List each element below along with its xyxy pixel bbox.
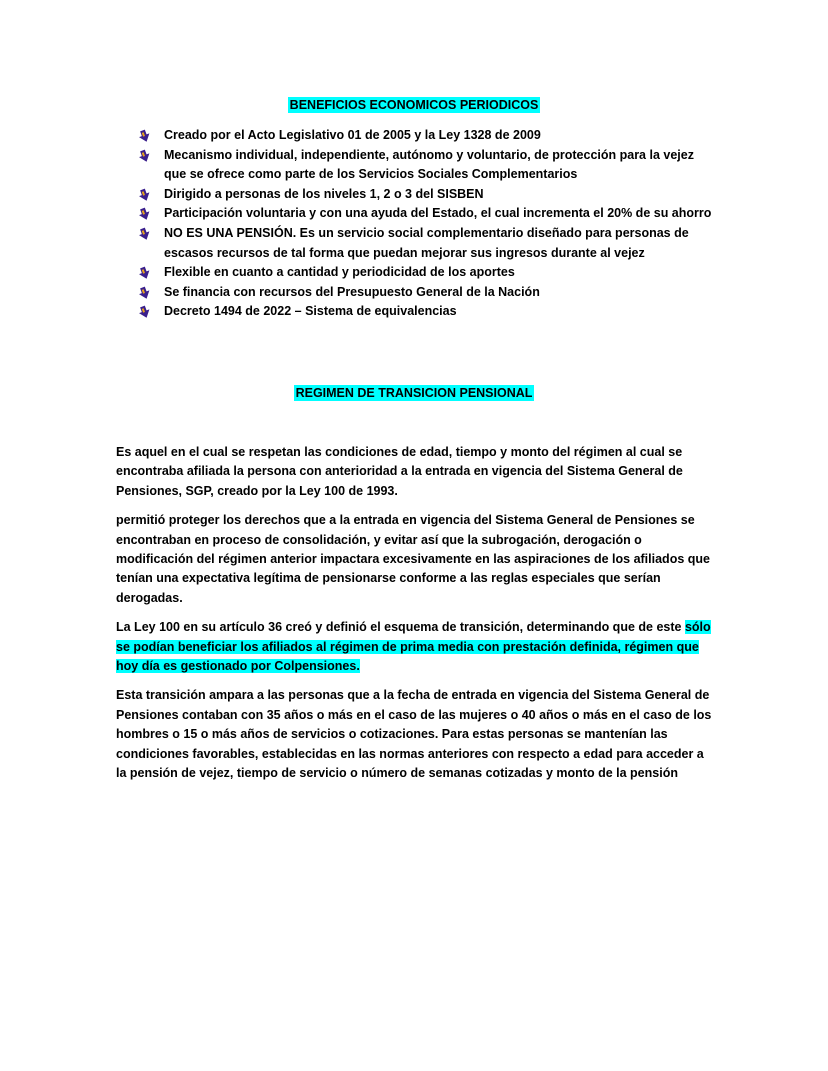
bullet-text: Flexible en cuanto a cantidad y periodicidad de los aportes — [164, 265, 515, 280]
bullet-text: Participación voluntaria y con una ayuda del Estado, el cual incrementa el 20% de su ahorro — [164, 206, 712, 221]
bullet-text: Decreto 1494 de 2022 – Sistema de equivalencias — [164, 304, 457, 319]
arrow-down-right-icon — [138, 149, 152, 163]
list-item — [138, 263, 718, 283]
bullet-text: Dirigido a personas de los niveles 1, 2 o 3 del SISBEN — [164, 186, 484, 201]
heading-text: REGIMEN DE TRANSICION PENSIONAL — [295, 386, 533, 400]
bullet-text: NO ES UNA PENSIÓN. Es un servicio social complementario diseñado para personas de escasos recursos de tal forma que puedan mejorar sus ingresos durante al vejez — [164, 225, 689, 260]
paragraph-definition: Es aquel en el cual se respetan las condiciones de edad, tiempo y monto del régimen al cual se encontraba afiliada la persona con anterioridad a la entrada en vigencia del Sistema General de Pensiones, SGP, creado por la Ley 100 de 1993. — [116, 445, 683, 498]
bullet-text: Se financia con recursos del Presupuesto General de la Nación — [164, 284, 540, 299]
list-item — [138, 224, 718, 263]
section-heading-beneficios — [0, 95, 828, 115]
paragraph-protection: permitió proteger los derechos que a la entrada en vigencia del Sistema General de Pensiones se encontraban en proceso de consolidación, y evitar así que la subrogación, derogación o modificación del régimen anterior impactara excesivamente en las aspiraciones de los afiliados que tenían una expectativa legítima de pensionarse conforme a las reglas especiales que serían derogadas. — [116, 513, 710, 605]
arrow-down-right-icon — [138, 207, 152, 221]
list-item — [138, 185, 718, 205]
list-item — [138, 146, 718, 185]
arrow-down-right-icon — [138, 129, 152, 143]
paragraph-ley-100 — [116, 618, 716, 676]
bullet-text: Mecanismo individual, independiente, autónomo y voluntario, de protección para la vejez que se ofrece como parte de los Servicios Sociales Complementarios — [164, 147, 694, 182]
beneficios-bullet-list — [138, 126, 718, 322]
section-heading-regimen — [0, 383, 828, 403]
bullet-text: Creado por el Acto Legislativo 01 de 2005 y la Ley 1328 de 2009 — [164, 128, 541, 142]
heading-text: BENEFICIOS ECONOMICOS PERIODICOS — [289, 98, 539, 112]
list-item — [138, 283, 718, 303]
arrow-down-right-icon — [138, 305, 152, 319]
regimen-body — [116, 443, 716, 794]
list-item — [138, 302, 718, 322]
paragraph-text: La Ley 100 en su artículo 36 creó y definió el esquema de transición, determinando que de este — [116, 620, 685, 635]
list-item — [138, 204, 718, 224]
highlighted-text: sólo se podían beneficiar los afiliados al régimen de prima media con prestación definida, régimen que hoy día es gestionado por Colpensiones. — [116, 620, 711, 674]
arrow-down-right-icon — [138, 188, 152, 202]
arrow-down-right-icon — [138, 227, 152, 241]
paragraph-transition-scope: Esta transición ampara a las personas que a la fecha de entrada en vigencia del Sistema General de Pensiones contaban con 35 años o más en el caso de las mujeres o 40 años o más en el caso de los hombres o 15 o más años de servicios o cotizaciones. Para estas personas se mantenían las condiciones favorables, establecidas en las normas anteriores con respecto a edad para acceder a la pensión de vejez, tiempo de servicio o número de semanas cotizadas y monto de la pensión — [116, 688, 712, 781]
arrow-down-right-icon — [138, 266, 152, 280]
arrow-down-right-icon — [138, 286, 152, 300]
list-item — [138, 126, 718, 146]
